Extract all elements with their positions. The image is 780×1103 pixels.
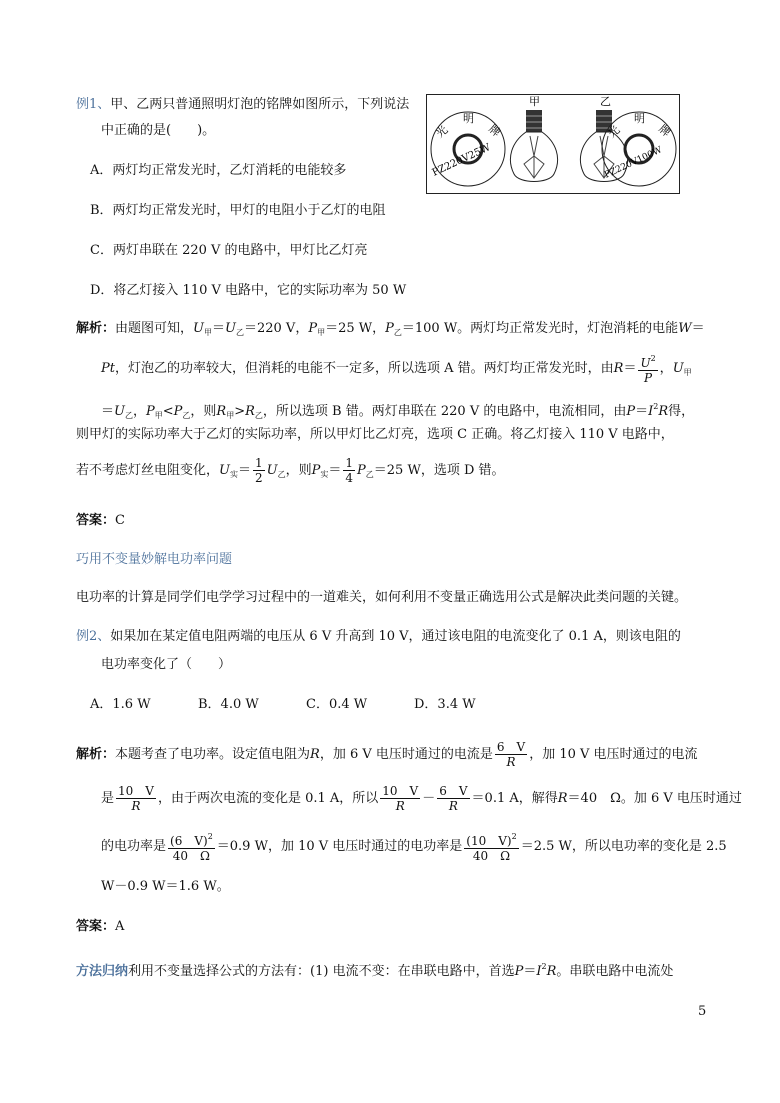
example2-analysis-line1: 解析：本题考查了电功率。设定值电阻为R，加 6 V 电压时通过的电流是 $\frac{6 V}{R}$ ，加 10 V 电压时通过的电流 xyxy=(76,740,698,769)
example2-label: 例2、 xyxy=(76,629,111,644)
fraction-10v-over-r: $\frac{10 V}{R}$ xyxy=(118,784,154,813)
page-number: 5 xyxy=(698,1004,707,1019)
method-label: 方法归纳 xyxy=(76,964,129,979)
example1-option-c: C．两灯串联在 220 V 的电路中，甲灯比乙灯亮 xyxy=(90,243,368,258)
example1-label: 例1、 xyxy=(76,97,111,112)
example2-question-line1: 例2、如果加在某定值电阻两端的电压从 6 V 升高到 10 V，通过该电阻的电流变化了 0.1 A，则该电阻的 xyxy=(76,629,681,644)
example1-analysis-line4: 则甲灯的实际功率大于乙灯的实际功率，所以甲灯比乙灯亮，选项 C 正确。将乙灯接入 110 V 电路中， xyxy=(76,427,674,442)
nameplate-jia xyxy=(431,112,505,186)
svg-text:乙: 乙 xyxy=(600,95,611,108)
svg-text:牌: 牌 xyxy=(486,122,503,140)
example1-answer: 答案：C xyxy=(76,513,125,528)
example2-analysis-line2: 是 $\frac{10 V}{R}$ ，由于两次电流的变化是 0.1 A，所以 $\frac{10 V}{R}$ － $\frac{6 V}{R}$ ＝0.1 A，解得R＝40 Ω。加 6 V 电压时通过 xyxy=(101,784,742,813)
svg-text:光: 光 xyxy=(433,123,451,141)
example1-option-b: B．两灯均正常发光时，甲灯的电阻小于乙灯的电阻 xyxy=(90,203,386,218)
fraction-10v-over-r-2: $\frac{10 V}{R}$ xyxy=(382,784,419,813)
analysis-label: 解析： xyxy=(76,321,116,336)
example2-option-d: D．3.4 W xyxy=(414,697,476,712)
nameplate-yi xyxy=(602,112,676,186)
fraction-one-half: $\frac{1}{2}$ xyxy=(255,456,263,485)
section-title: 巧用不变量妙解电功率问题 xyxy=(76,552,233,567)
example1-option-a: A．两灯均正常发光时，乙灯消耗的电能较多 xyxy=(90,163,347,178)
fraction-u2-over-p: $\frac{U^2}{P}$ xyxy=(640,354,656,385)
svg-text:明: 明 xyxy=(634,112,645,125)
example2-option-a: A．1.6 W xyxy=(90,697,151,712)
fraction-6v-over-r: $\frac{6 V}{R}$ xyxy=(496,740,526,769)
example1-question-line1: 例1、甲、乙两只普通照明灯泡的铭牌如图所示，下列说法 xyxy=(76,97,410,112)
svg-text:PZ220V25W: PZ220V25W xyxy=(430,142,493,179)
svg-text:光: 光 xyxy=(605,123,623,141)
fraction-6v-squared-over-40: $\frac{(6 V)^2}{40 \Omega}$ xyxy=(170,832,213,863)
example2-analysis-line4: W－0.9 W＝1.6 W。 xyxy=(101,879,230,894)
example1-analysis-line3: $=U_乙$，$P_甲<P_乙$，则$R_甲>R_乙$，所以选项 B 错。两灯串联在 220 V 的电路中，电流相同，由$P=I^2R$得， xyxy=(101,402,695,420)
example2-analysis-line3: 的电功率是 $\frac{(6 V)^2}{40 \Omega}$ ＝0.9 W，加 10 V 电压时通过的电功率是 $\frac{(10 V)^2}{40 \Omega}$ ＝2.5 W，所以电功率的变化是 2.5 xyxy=(101,832,727,863)
svg-text:牌: 牌 xyxy=(656,122,673,140)
light-bulb-nameplate-figure xyxy=(426,94,680,194)
example1-analysis-line5: 若不考虑灯丝电阻变化，$U_实=$ $\frac{1}{2}$ $U_乙$，则$P_实=$ $\frac{1}{4}$ $P_乙=25$ W，选项 D 错。 xyxy=(76,456,505,485)
svg-text:PZ220V100W: PZ220V100W xyxy=(603,145,664,181)
svg-text:甲: 甲 xyxy=(529,95,540,108)
example1-analysis-line1: 解析：由题图可知，$U_甲=U_乙=220$ V，$P_甲=25$ W，$P_乙=100$ W。两灯均正常发光时，灯泡消耗的电能W＝ xyxy=(76,321,705,337)
svg-text:明: 明 xyxy=(463,112,474,125)
fraction-10v-squared-over-40: $\frac{(10 V)^2}{40 \Omega}$ xyxy=(466,832,517,863)
example2-answer: 答案：A xyxy=(76,919,125,934)
example2-question-line2: 电功率变化了（ ） xyxy=(101,657,232,672)
example1-question-line2: 中正确的是( )。 xyxy=(101,123,216,138)
bulb-jia xyxy=(510,95,557,182)
intro-paragraph: 电功率的计算是同学们电学学习过程中的一道难关，如何利用不变量正确选用公式是解决此类问题的关键。 xyxy=(76,590,688,605)
example2-option-b: B．4.0 W xyxy=(198,697,259,712)
fraction-one-quarter: $\frac{1}{4}$ xyxy=(345,456,354,485)
example1-option-d: D．将乙灯接入 110 V 电路中，它的实际功率为 50 W xyxy=(90,283,407,298)
method-summary: 方法归纳利用不变量选择公式的方法有：(1) 电流不变：在串联电路中，首选$P=I^2R$。串联电路中电流处 xyxy=(76,962,674,979)
example1-analysis-line2: Pt，灯泡乙的功率较大，但消耗的电能不一定多，所以选项 A 错。两灯均正常发光时，由R＝ $\frac{U^2}{P}$ ，$U_甲$ xyxy=(101,354,692,385)
fraction-6v-over-r-2: $\frac{6 V}{R}$ xyxy=(439,784,468,813)
example2-option-c: C．0.4 W xyxy=(306,697,368,712)
